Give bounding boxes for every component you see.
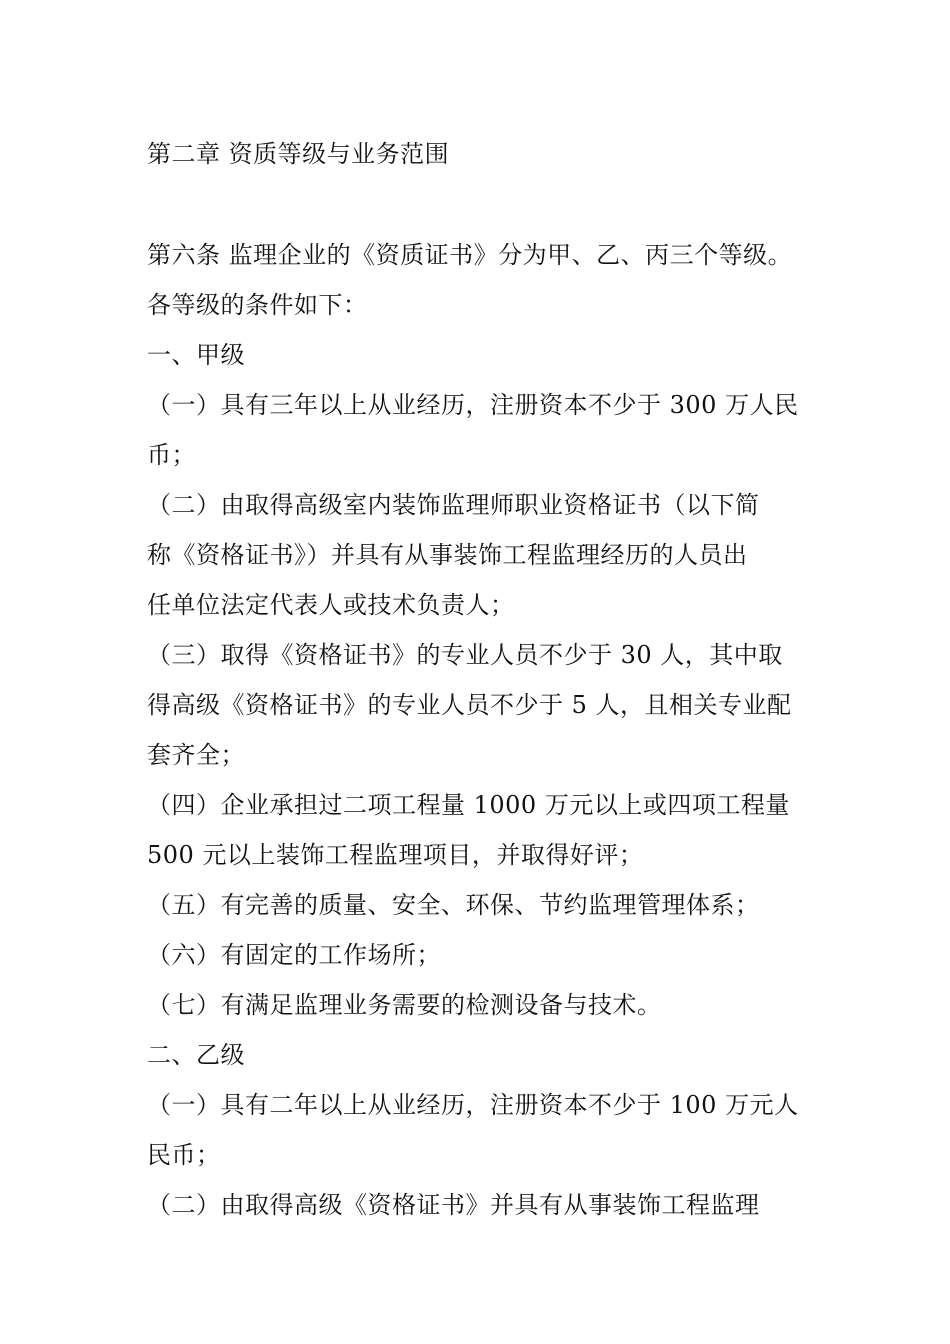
text-line: （五）有完善的质量、安全、环保、节约监理管理体系； — [147, 891, 760, 919]
text-line: 得高级《资格证书》的专业人员不少于 5 人，且相关专业配 — [147, 691, 792, 719]
text-line: 任单位法定代表人或技术负责人； — [147, 591, 515, 619]
chapter-title: 第二章 资质等级与业务范围 — [147, 140, 450, 168]
text-line: 第六条 监理企业的《资质证书》分为甲、乙、丙三个等级。 — [147, 241, 793, 269]
text-line: （三）取得《资格证书》的专业人员不少于 30 人，其中取 — [147, 641, 783, 669]
text-line: （二）由取得高级《资格证书》并具有从事装饰工程监理 — [147, 1191, 760, 1219]
text-line: （七）有满足监理业务需要的检测设备与技术。 — [147, 991, 662, 1019]
text-line: （一）具有三年以上从业经历，注册资本不少于 300 万人民 — [147, 391, 799, 419]
text-line: （四）企业承担过二项工程量 1000 万元以上或四项工程量 — [147, 791, 790, 819]
text-line: 民币； — [147, 1141, 221, 1169]
text-line: 各等级的条件如下： — [147, 291, 368, 319]
text-line: 套齐全； — [147, 741, 245, 769]
text-line: （一）具有二年以上从业经历，注册资本不少于 100 万元人 — [147, 1091, 799, 1119]
section-heading: 一、甲级 — [147, 341, 245, 369]
text-line: 500 元以上装饰工程监理项目，并取得好评； — [147, 841, 644, 869]
text-line: （二）由取得高级室内装饰监理师职业资格证书（以下简 — [147, 491, 760, 519]
text-line: （六）有固定的工作场所； — [147, 941, 441, 969]
text-line: 币； — [147, 441, 196, 469]
text-line: 称《资格证书》）并具有从事装饰工程监理经历的人员出 — [147, 541, 748, 569]
document-body — [147, 230, 827, 1230]
section-heading: 二、乙级 — [147, 1041, 245, 1069]
